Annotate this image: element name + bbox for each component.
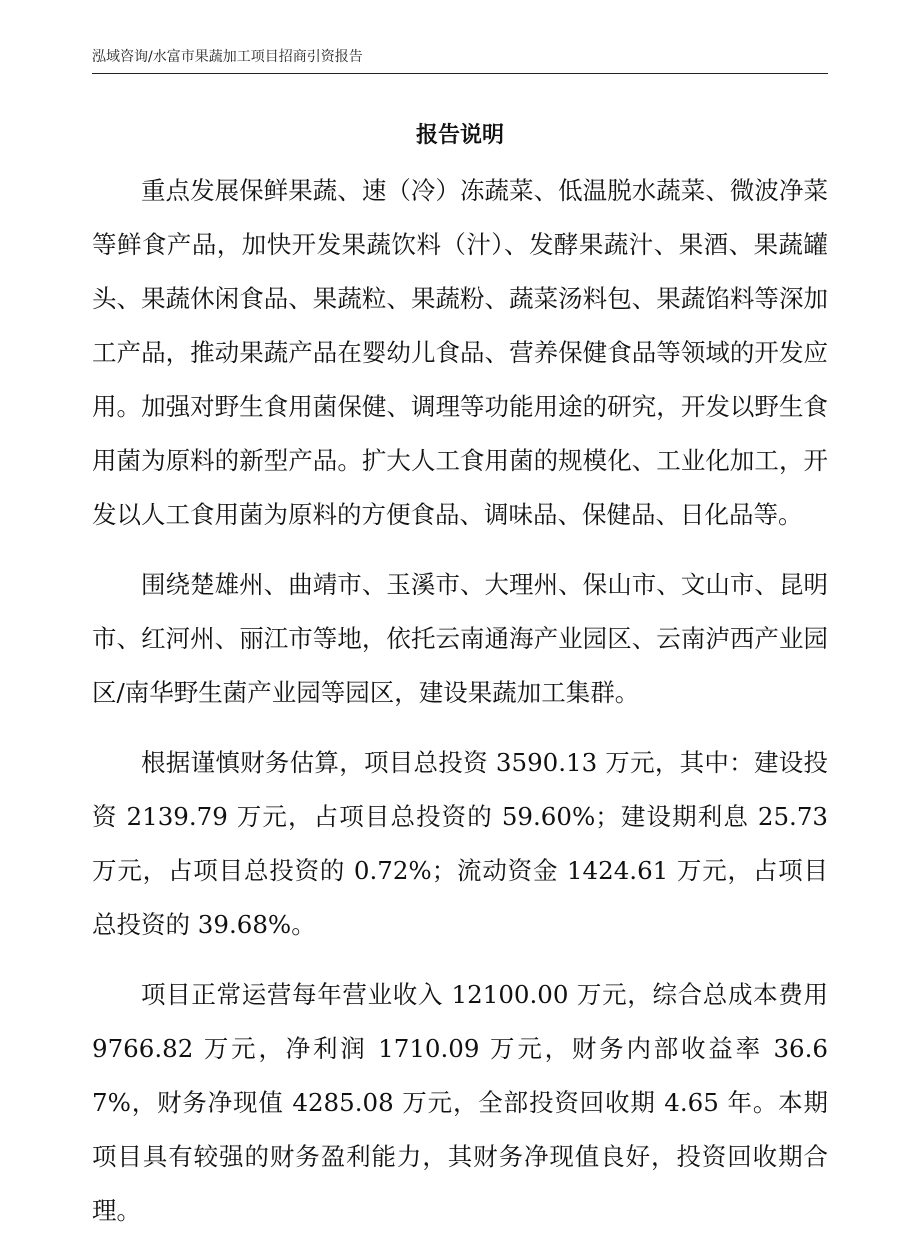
paragraph-investment-estimate: 根据谨慎财务估算，项目总投资 3590.13 万元，其中：建设投资 2139.79 万元，占项目总投资的 59.60%；建设期利息 25.73 万元，占项目总投资的 0.72%；流动资金 1424.61 万元，占项目总投资的 39.68%。 [92,748,828,939]
paragraph-financial-performance: 项目正常运营每年营业收入 12100.00 万元，综合总成本费用 9766.82 万元，净利润 1710.09 万元，财务内部收益率 36.67%，财务净现值 4285.08 万元，全部投资回收期 4.65 年。本期项目具有较强的财务盈利能力，其财务净现值良好，投资回收期合理。 [92,980,828,1225]
report-body [92,164,828,1254]
paragraph-regional-cluster: 围绕楚雄州、曲靖市、玉溪市、大理州、保山市、文山市、昆明市、红河州、丽江市等地，依托云南通海产业园区、云南泸西产业园区/南华野生菌产业园等园区，建设果蔬加工集群。 [92,570,828,707]
running-header: 泓域咨询/水富市果蔬加工项目招商引资报告 [92,49,363,65]
paragraph-product-development: 重点发展保鲜果蔬、速（冷）冻蔬菜、低温脱水蔬菜、微波净菜等鲜食产品，加快开发果蔬饮料（汁）、发酵果蔬汁、果酒、果蔬罐头、果蔬休闲食品、果蔬粒、果蔬粉、蔬菜汤料包、果蔬馅料等深加工产品，推动果蔬产品在婴幼儿食品、营养保健食品等领域的开发应用。加强对野生食用菌保健、调理等功能用途的研究，开发以野生食用菌为原料的新型产品。扩大人工食用菌的规模化、工业化加工，开发以人工食用菌为原料的方便食品、调味品、保健品、日化品等。 [92,176,828,529]
header-rule [92,73,828,74]
section-title: 报告说明 [415,123,504,148]
